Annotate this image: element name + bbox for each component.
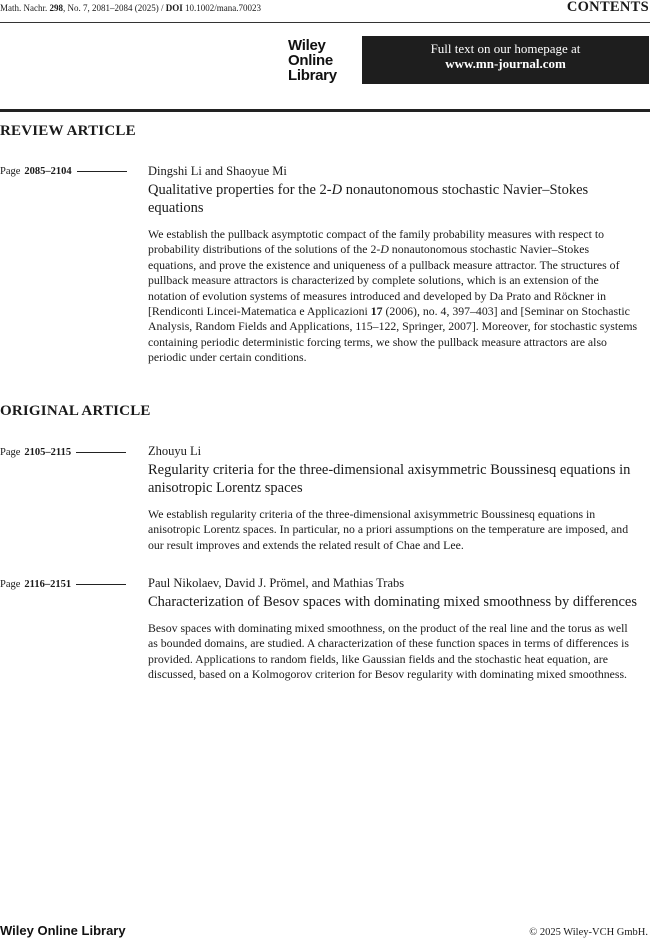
page-label: Page bbox=[0, 447, 21, 458]
abstract-italic: D bbox=[380, 242, 389, 257]
abstract-bold: 17 bbox=[370, 304, 383, 319]
page-range[interactable]: 2085–2104 bbox=[24, 166, 72, 177]
article-abstract: Besov spaces with dominating mixed smoothness, on the product of the real line and the torus as well as bounded domains, are studied. A characterization of these function spaces in terms of differences is provided. Applications to random fields, like Gaussian fields and the stochastic heat equation, are discussed, based on a Kolmogorov criterion for Besov regularity with dominating mixed smoothness. bbox=[148, 621, 630, 682]
section-heading-original: ORIGINAL ARTICLE bbox=[0, 403, 151, 419]
abstract-text: (2006), no. 4, 397–403] and [Seminar on Stochastic Analysis, Random Fields and Applications, 115–122, Springer, 2007]. Moreover, for stochastic systems containing periodic deterministic forcing terms, we show the pullback measure attractors are also periodic under certain conditions. bbox=[148, 304, 638, 365]
page-label: Page bbox=[0, 579, 21, 590]
abstract-text: We establish the pullback asymptotic compact of the family probability measures with respect to probability distributions of the solutions of the 2- bbox=[148, 227, 605, 257]
article-entry bbox=[148, 444, 638, 553]
banner-divider bbox=[0, 109, 650, 112]
promo-text: Full text on our homepage at bbox=[430, 41, 581, 56]
leader-line bbox=[77, 171, 127, 172]
leader-line bbox=[76, 584, 126, 585]
doi-value[interactable]: 10.1002/mana.70023 bbox=[182, 3, 262, 13]
title-text: nonautonomous stochastic Navier–Stokes equations bbox=[148, 182, 589, 216]
page-range[interactable]: 2116–2151 bbox=[24, 579, 72, 590]
doi-label: DOI bbox=[165, 3, 183, 13]
article-abstract bbox=[148, 227, 638, 366]
page-reference bbox=[0, 166, 127, 177]
header-divider bbox=[0, 22, 650, 23]
footer-wiley-logo[interactable]: Wiley Online Library bbox=[0, 923, 126, 938]
article-authors: Paul Nikolaev, David J. Prömel, and Mathias Trabs bbox=[148, 576, 405, 590]
article-title[interactable]: Regularity criteria for the three-dimensional axisymmetric Boussinesq equations in anisotropic Lorentz spaces bbox=[148, 462, 631, 496]
page-reference bbox=[0, 447, 126, 458]
logo-line-2: Online bbox=[288, 52, 333, 69]
title-text: Qualitative properties for the 2- bbox=[148, 182, 332, 198]
journal-citation bbox=[0, 3, 261, 13]
copyright-notice: © 2025 Wiley-VCH GmbH. bbox=[529, 927, 648, 938]
journal-name: Math. Nachr. bbox=[0, 3, 48, 13]
homepage-link[interactable]: www.mn-journal.com bbox=[445, 56, 566, 71]
article-title[interactable] bbox=[148, 181, 638, 217]
article-entry bbox=[148, 164, 638, 366]
article-authors: Zhouyu Li bbox=[148, 444, 202, 458]
journal-issue-pages: , No. 7, 2081–2084 (2025) / bbox=[63, 3, 166, 13]
logo-line-1: Wiley bbox=[288, 37, 326, 54]
page-reference bbox=[0, 579, 126, 590]
article-entry bbox=[148, 576, 638, 683]
article-abstract: We establish regularity criteria of the three-dimensional axisymmetric Boussinesq equations in anisotropic Lorentz spaces. In particular, no a priori assumptions on the temperature are imposed, and our result improves and extends the related result of Chae and Lee. bbox=[148, 507, 629, 552]
article-authors: Dingshi Li and Shaoyue Mi bbox=[148, 164, 287, 178]
logo-line-3: Library bbox=[288, 67, 337, 84]
article-title[interactable]: Characterization of Besov spaces with dominating mixed smoothness by differences bbox=[148, 594, 637, 610]
homepage-promo-box bbox=[362, 36, 649, 84]
title-italic: D bbox=[331, 182, 343, 198]
abstract-text: nonautonomous stochastic Navier–Stokes equations, and prove the existence and uniqueness of a pullback measure attractor. The structures of pullback measure attractors is characterized by complete solutions, which is an extension of the notation of evolution systems of measures introduced and developed by Da Prato and Röckner in [Rendiconti Lincei-Matematica e Applicazioni bbox=[148, 242, 620, 319]
leader-line bbox=[76, 452, 126, 453]
page-range[interactable]: 2105–2115 bbox=[24, 447, 72, 458]
journal-volume: 298 bbox=[49, 3, 63, 13]
page-label: Page bbox=[0, 166, 21, 177]
contents-heading: CONTENTS bbox=[566, 0, 649, 15]
wiley-online-library-logo[interactable] bbox=[288, 38, 337, 83]
section-heading-review: REVIEW ARTICLE bbox=[0, 123, 136, 139]
